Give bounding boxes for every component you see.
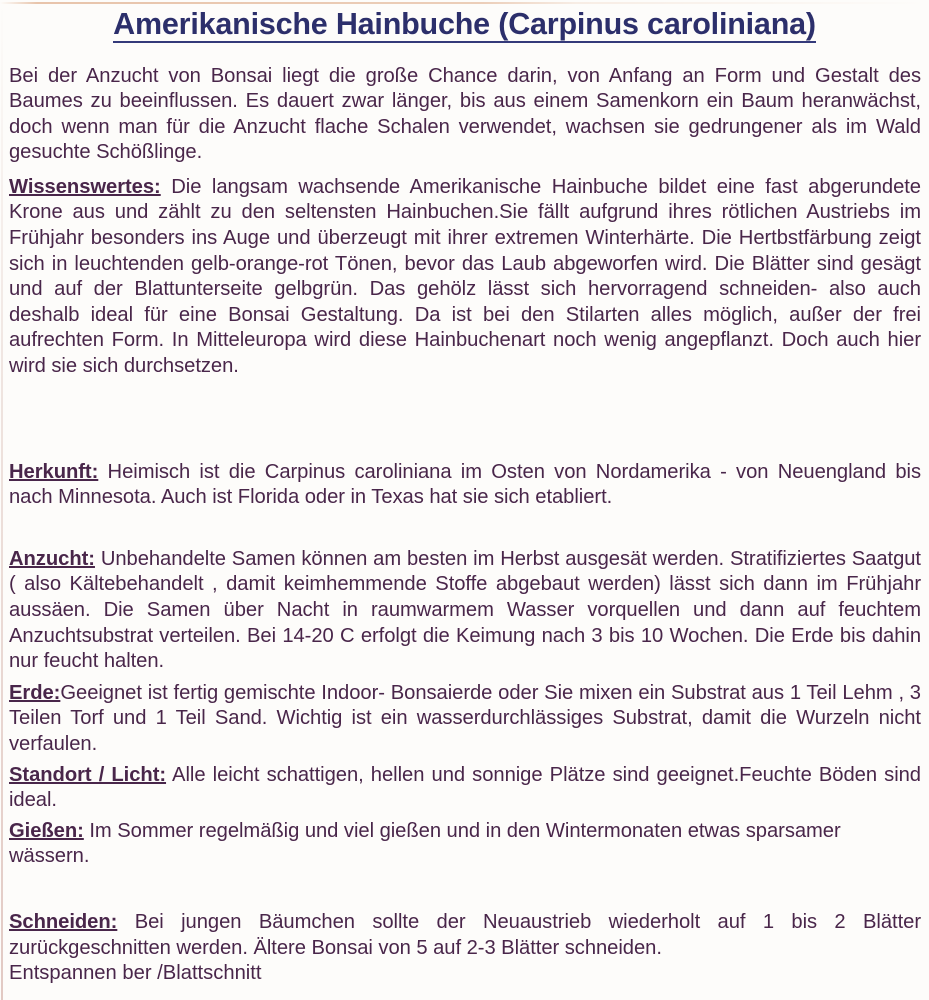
- section-giessen: [9, 819, 921, 870]
- page-title-separator-space: [490, 7, 498, 41]
- section-erde: [9, 681, 921, 758]
- page-title-underlined-text: [113, 9, 816, 43]
- spacer-before-wissenswertes: [9, 166, 921, 175]
- spacer-after-title: [9, 43, 921, 64]
- section-heading-anzucht: Anzucht:: [9, 547, 95, 570]
- section-anzucht: [9, 547, 921, 675]
- document-body: [0, 43, 929, 985]
- page-title: [0, 0, 929, 43]
- section-text-herkunft: Heimisch ist die Carpinus caroliniana im Osten von Nordamerika - von Neuengland bis nach Minnesota. Auch ist Florida oder in Texas hat sie sich etabliert.: [9, 460, 921, 509]
- section-herkunft: [9, 460, 921, 511]
- spacer-before-anzucht: [9, 511, 921, 547]
- section-schneiden: [9, 910, 921, 961]
- paragraph-intro: [9, 64, 921, 166]
- section-heading-standort-licht: Standort / Licht:: [9, 763, 167, 786]
- spacer-before-herkunft: [9, 380, 921, 460]
- section-heading-erde: Erde:: [9, 681, 61, 704]
- section-heading-herkunft: Herkunft:: [9, 460, 99, 483]
- section-heading-giessen: Gießen:: [9, 819, 84, 842]
- clipped-bottom-line: [9, 961, 921, 985]
- section-text-wissenswertes: Die langsam wachsende Amerikanische Hainbuche bildet eine fast abgerundete Krone aus und zählt zu den seltensten Hainbuchen.Sie fällt aufgrund ihres rötlichen Austriebs im Frühjahr besonders ins Auge und überzeugt mit ihrer extremen Winterhärte. Die Hertbstfärbung zeigt sich in leuchtenden gelb-orange-rot Tönen, bevor das Laub abgeworfen wird. Die Blätter sind gesägt und auf der Blattunterseite gelbgrün. Das gehölz lässt sich hervorragend schneiden- also auch deshalb ideal für eine Bonsai Gestaltung. Da ist bei den Stilarten alles möglich, außer der frei aufrechten Form. In Mitteleuropa wird diese Hainbuchenart noch wenig angepflanzt. Doch auch hier wird sie sich durchsetzen.: [9, 175, 921, 378]
- section-text-anzucht: Unbehandelte Samen können am besten im Herbst ausgesät werden. Stratifiziertes Saatgut ( also Kältebehandelt , damit keimhemmende Stoffe abgebaut werden) lässt sich dann im Frühjahr aussäen. Die Samen über Nacht in raumwarmem Wasser vorquellen und dann auf feuchtem Anzuchtsubstrat verteilen. Bei 14-20 C erfolgt die Keimung nach 3 bis 10 Wochen. Die Erde bis dahin nur feucht halten.: [9, 547, 921, 673]
- clipped-bottom-line-text: Entspannen ber /Blattschnitt: [9, 962, 262, 985]
- section-wissenswertes: [9, 175, 921, 380]
- section-text-giessen: Im Sommer regelmäßig und viel gießen und in den Wintermonaten etwas sparsamer wässern.: [9, 819, 841, 868]
- section-text-standort-licht: Alle leicht schattigen, hellen und sonnige Plätze sind geeignet.Feuchte Böden sind ideal.: [9, 763, 921, 812]
- section-text-erde: Geeignet ist fertig gemischte Indoor- Bonsaierde oder Sie mixen ein Substrat aus 1 Teil Lehm , 3 Teilen Torf und 1 Teil Sand. Wichtig ist ein wasserdurchlässiges Substrat, damit die Wurzeln nicht verfaulen.: [9, 681, 921, 755]
- section-text-schneiden: Bei jungen Bäumchen sollte der Neuaustrieb wiederholt auf 1 bis 2 Blätter zurückgeschnitten werden. Ältere Bonsai von 5 auf 2-3 Blätter schneiden.: [9, 910, 921, 959]
- section-standort-licht: [9, 763, 921, 814]
- section-heading-schneiden: Schneiden:: [9, 910, 118, 933]
- spacer-before-schneiden: [9, 870, 921, 910]
- page-title-scientific-name: (Carpinus caroliniana): [498, 7, 816, 41]
- paragraph-intro-text: Bei der Anzucht von Bonsai liegt die große Chance darin, von Anfang an Form und Gestalt des Baumes zu beeinflussen. Es dauert zwar länger, bis aus einem Samenkorn ein Baum heranwächst, doch wenn man für die Anzucht flache Schalen verwendet, wachsen sie gedrungener als im Wald gesuchte Schößlinge.: [9, 64, 921, 164]
- section-heading-wissenswertes: Wissenswertes:: [9, 175, 161, 198]
- page-title-common-name: Amerikanische Hainbuche: [113, 7, 490, 41]
